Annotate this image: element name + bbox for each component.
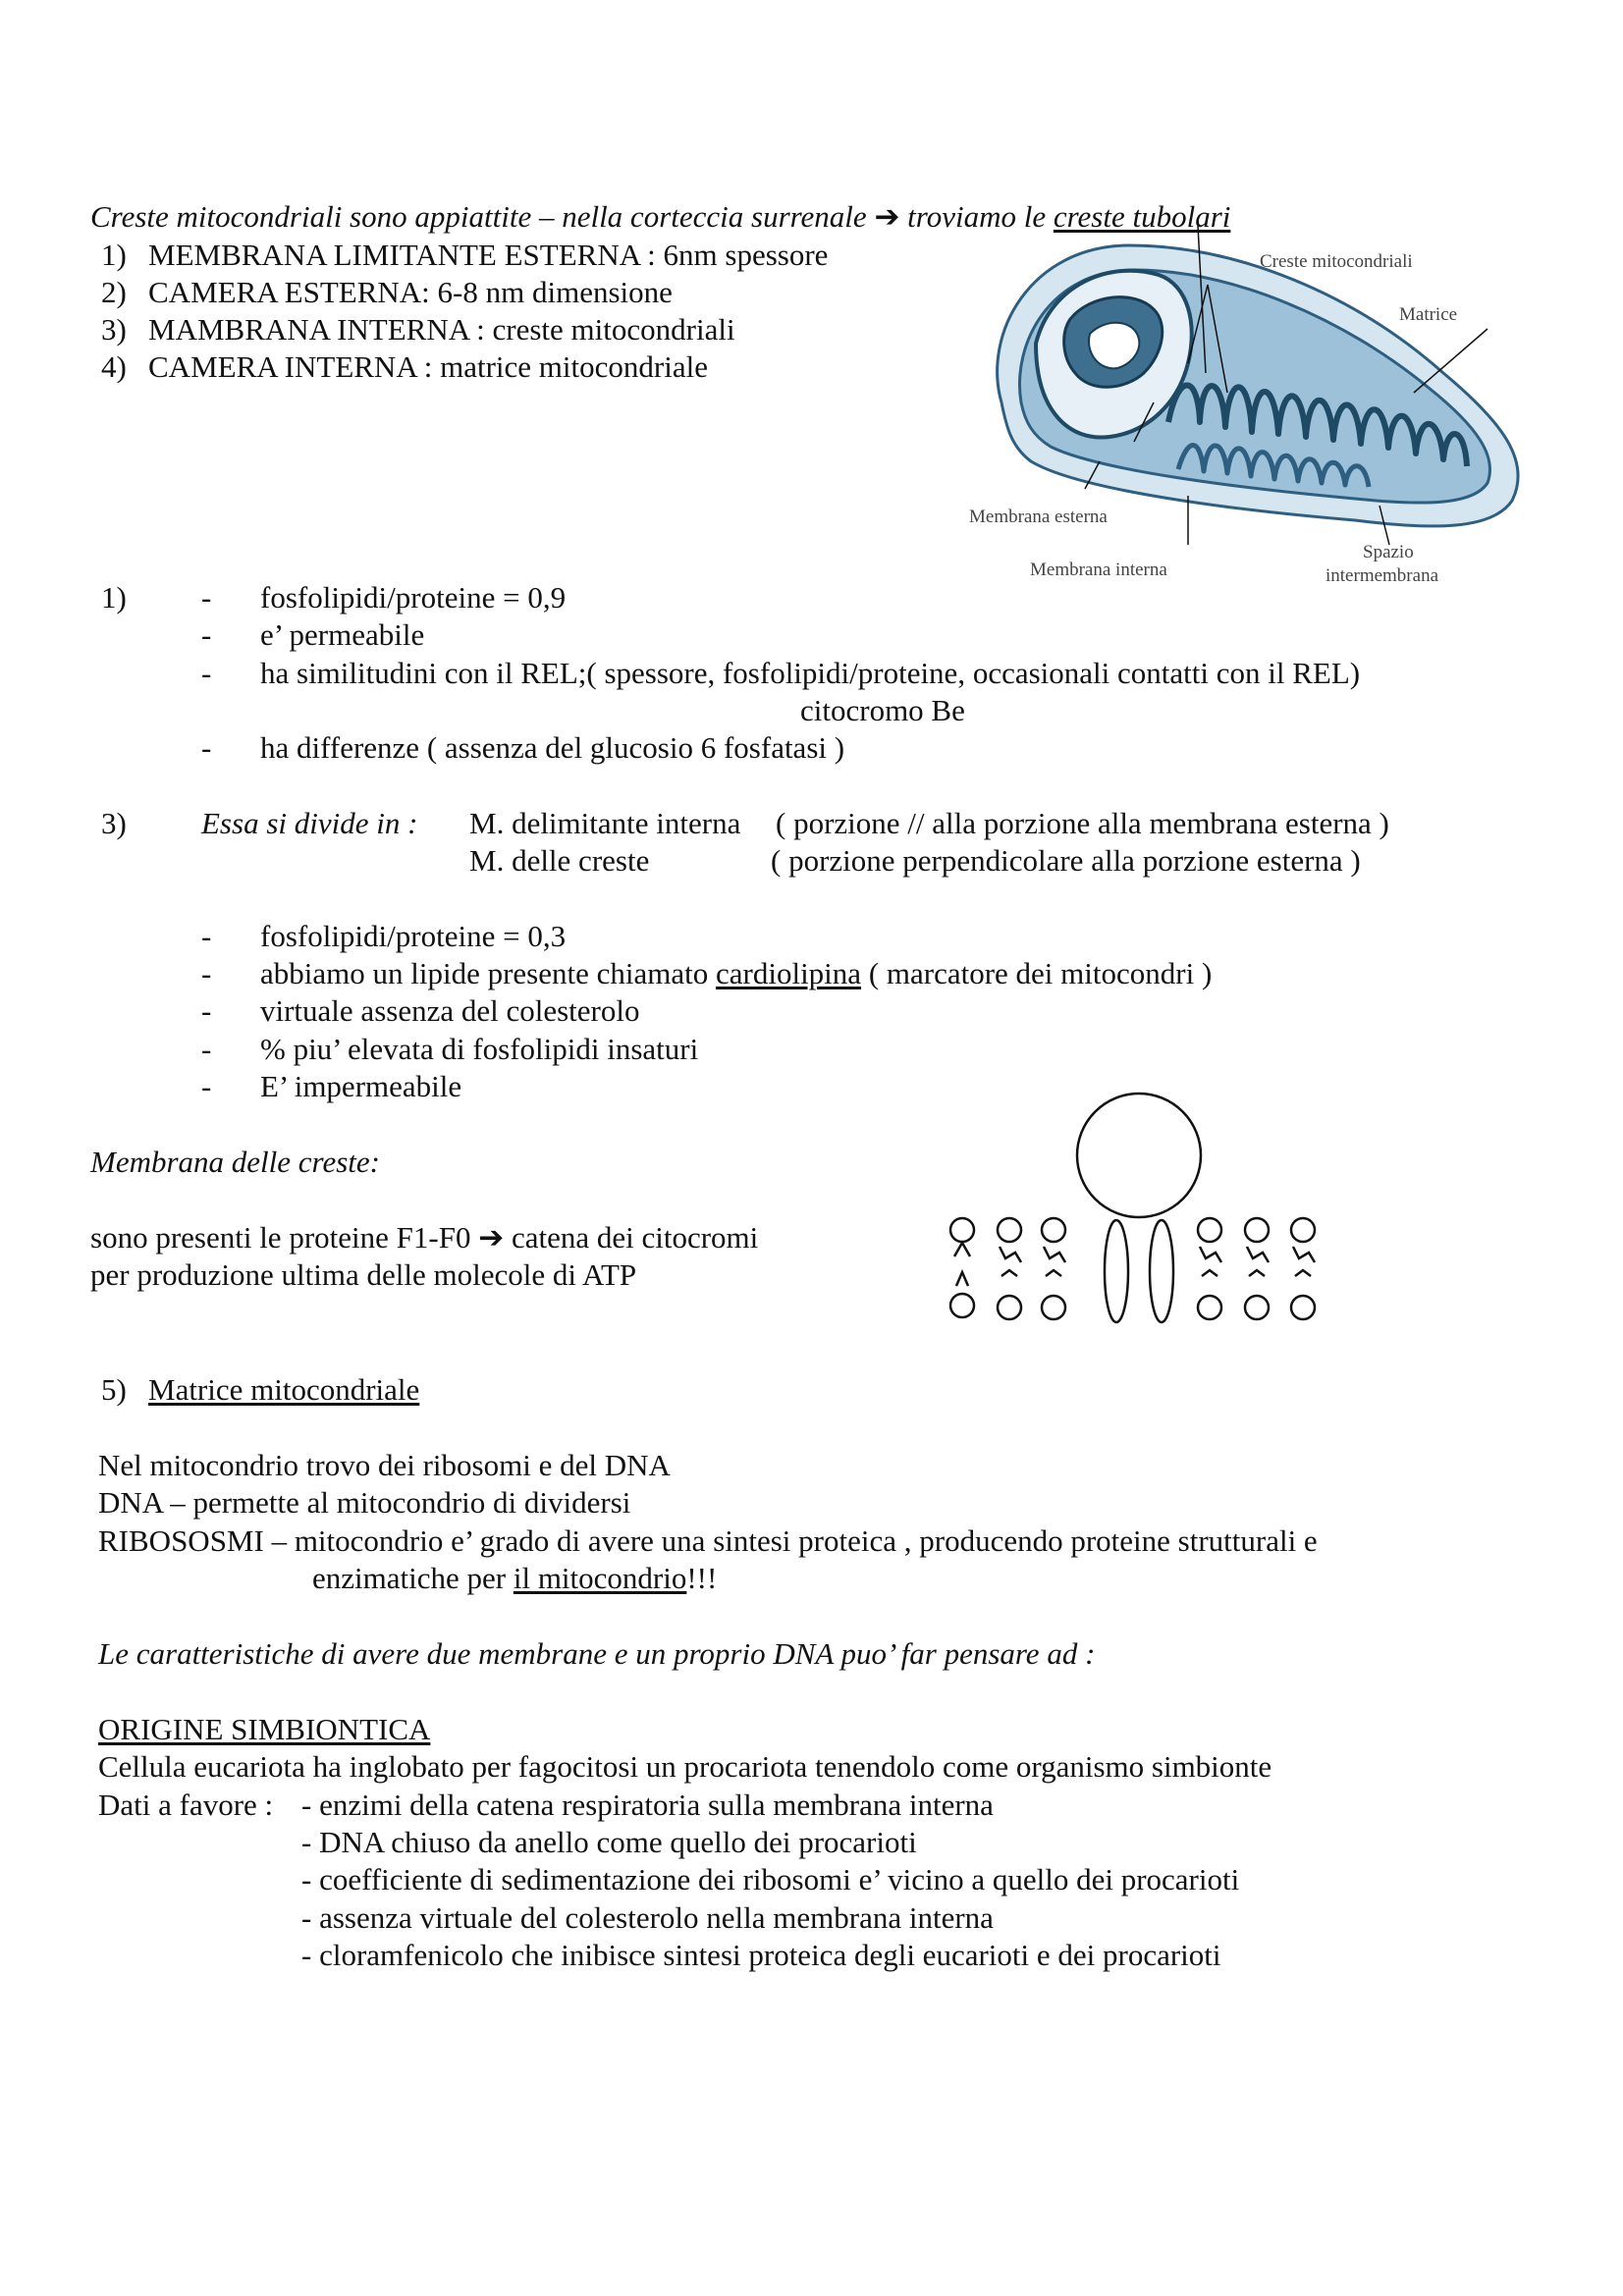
lipid-left-group [950, 1218, 1065, 1319]
conclusion-line: Le caratteristiche di avere due membrane e un proprio DNA puo’ far pensare ad : [98, 1636, 1096, 1671]
section5-num: 5) [101, 1372, 127, 1407]
header-text-b: troviamo le [907, 199, 1047, 234]
intro-num-1: 1) [101, 238, 127, 272]
creste-title: Membrana delle creste: [90, 1145, 380, 1179]
dati-item-1: - enzimi della catena respiratoria sulla membrana interna [301, 1788, 994, 1822]
header-text-a: Creste mitocondriali sono appiattite – nella corteccia surrenale [90, 199, 867, 234]
section3-dash-2: - [201, 956, 212, 990]
label-matrice: Matrice [1399, 304, 1458, 325]
section1-dash-4: - [201, 730, 212, 765]
section3-item-5: E’ impermeabile [260, 1069, 462, 1103]
cardiolipina-word: cardiolipina [716, 956, 862, 990]
section1-dash-3: - [201, 656, 212, 690]
section1-item-1: fosfolipidi/proteine = 0,9 [260, 580, 567, 614]
dati-item-3: - coefficiente di sedimentazione dei ribosomi e’ vicino a quello dei procarioti [301, 1862, 1240, 1896]
right-arrow-icon: ➔ [874, 199, 900, 234]
section1-item-2: e’ permeabile [260, 617, 425, 652]
section3-item-3: virtuale assenza del colesterolo [260, 993, 640, 1028]
section1-item-3: ha similitudini con il REL;( spessore, fosfolipidi/proteine, occasionali contatti con il REL) [260, 656, 1361, 690]
section3-item-1: fosfolipidi/proteine = 0,3 [260, 919, 567, 953]
section3-part1-name: M. delimitante interna [469, 806, 741, 840]
section5-line-4a: enzimatiche per [312, 1561, 507, 1595]
lipid-right-group [1198, 1218, 1315, 1319]
section3-dash-3: - [201, 993, 212, 1028]
section3-item-2-text: abbiamo un lipide presente chiamato [260, 956, 709, 990]
intro-num-3: 3) [101, 312, 127, 347]
creste-line-2: per produzione ultima delle molecole di ATP [90, 1257, 637, 1292]
section5-line-4c: !!! [686, 1561, 718, 1595]
label-intermembrana: intermembrana [1325, 565, 1439, 586]
section5-line-4 [312, 1560, 717, 1597]
label-membrana-esterna: Membrana esterna [969, 507, 1108, 527]
section5-line-2: DNA – permette al mitocondrio di dividersi [98, 1485, 631, 1520]
section1-dash-2: - [201, 617, 212, 652]
section3-dash-4: - [201, 1032, 212, 1066]
section3-num: 3) [101, 806, 127, 840]
section3-part1-desc: ( porzione // alla porzione alla membrana esterna ) [776, 806, 1389, 840]
intro-item-2: CAMERA ESTERNA: 6-8 nm dimensione [148, 275, 673, 309]
dati-item-2: - DNA chiuso da anello come quello dei procarioti [301, 1825, 917, 1859]
dati-label: Dati a favore : [98, 1788, 274, 1822]
section3-item-2 [260, 955, 1212, 992]
section1-num: 1) [101, 580, 127, 614]
section3-part2-desc: ( porzione perpendicolare alla porzione esterna ) [771, 843, 1361, 878]
origine-title: ORIGINE SIMBIONTICA [98, 1712, 431, 1746]
intro-num-4: 4) [101, 349, 127, 384]
mitochondrion-figure [943, 226, 1532, 550]
origine-desc: Cellula eucariota ha inglobato per fagocitosi un procariota tenendolo come organismo simbionte [98, 1749, 1272, 1784]
section3-part2-name: M. delle creste [469, 843, 650, 878]
section5-line-1: Nel mitocondrio trovo dei ribosomi e del DNA [98, 1448, 671, 1482]
intro-item-1: MEMBRANA LIMITANTE ESTERNA : 6nm spessore [148, 238, 829, 272]
label-creste: Creste mitocondriali [1260, 251, 1413, 272]
section5-line-3: RIBOSOSMI – mitocondrio e’ grado di avere una sintesi proteica , producendo proteine strutturali e [98, 1523, 1318, 1558]
intro-item-3: MAMBRANA INTERNA : creste mitocondriali [148, 312, 735, 347]
header-text-c: creste tubolari [1053, 199, 1231, 234]
intro-num-2: 2) [101, 275, 127, 309]
label-membrana-interna: Membrana interna [1030, 560, 1167, 580]
dati-item-4: - assenza virtuale del colesterolo nella membrana interna [301, 1900, 994, 1935]
dati-item-5: - cloramfenicolo che inibisce sintesi proteica degli eucarioti e dei procarioti [301, 1938, 1221, 1972]
creste-line-1a: sono presenti le proteine F1-F0 [90, 1220, 471, 1255]
section3-item-4: % piu’ elevata di fosfolipidi insaturi [260, 1032, 699, 1066]
section3-dash-5: - [201, 1069, 212, 1103]
section3-dash-1: - [201, 919, 212, 953]
section5-line-4b: il mitocondrio [513, 1561, 687, 1595]
intro-item-4: CAMERA INTERNA : matrice mitocondriale [148, 349, 708, 384]
creste-line-1 [90, 1219, 758, 1256]
section3-intro: Essa si divide in : [201, 806, 418, 840]
label-spazio: Spazio [1363, 542, 1414, 562]
creste-line-1b: catena dei citocromi [511, 1220, 759, 1255]
section1-item-4: ha differenze ( assenza del glucosio 6 fosfatasi ) [260, 730, 845, 765]
atp-synthase-diagram [933, 1099, 1345, 1335]
section1-sub: citocromo Be [800, 693, 965, 727]
section5-title: Matrice mitocondriale [148, 1372, 420, 1407]
section1-dash-1: - [201, 580, 212, 614]
f1-head-shape [1077, 1094, 1201, 1217]
cardiolipina-tail: ( marcatore dei mitocondri ) [868, 956, 1213, 990]
right-arrow-icon: ➔ [478, 1220, 505, 1255]
